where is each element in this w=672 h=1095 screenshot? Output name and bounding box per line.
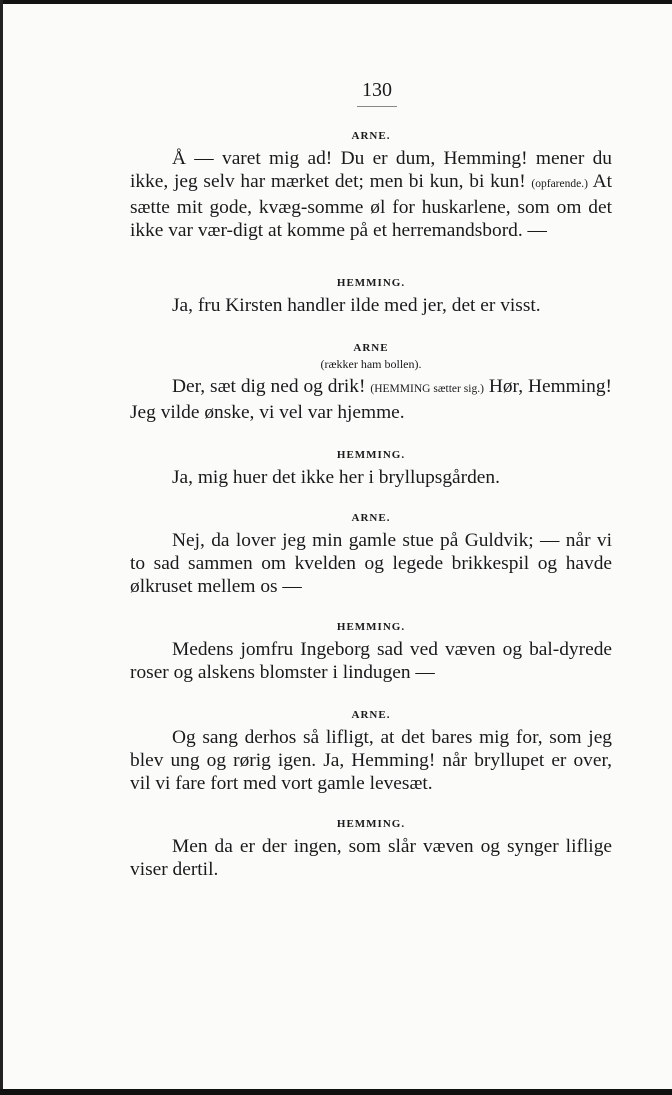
- speech-text: Medens jomfru Ingeborg sad ved væven og bal-dyrede roser og alskens blomster i lindugen —: [130, 639, 612, 683]
- page-number: 130: [362, 79, 392, 101]
- speech-text: Men da er der ingen, som slår væven og synger liflige viser dertil.: [130, 836, 612, 880]
- stage-direction: (HEMMING sætter sig.): [370, 383, 484, 395]
- speech-text: Nej, da lover jeg min gamle stue på Guldvik; — når vi to sad sammen om kvelden og legede brikkespil og havde ølkruset mellem os —: [130, 530, 612, 597]
- speech-text: Ja, mig huer det ikke her i bryllupsgården.: [172, 467, 500, 488]
- speaker-label: HEMMING.: [336, 818, 406, 830]
- speaker-label: ARNE.: [351, 709, 391, 721]
- speaker-label: ARNE.: [351, 512, 391, 524]
- speaker-label: HEMMING.: [336, 621, 406, 633]
- scan-edge-top: [0, 0, 672, 4]
- speaker-label: ARNE.: [351, 130, 391, 142]
- stage-direction: (opfarende.): [531, 178, 588, 190]
- scan-edge-left: [0, 0, 3, 1095]
- speaker-label: HEMMING.: [336, 449, 406, 461]
- scan-edge-bottom: [0, 1089, 672, 1095]
- speech-text: Der, sæt dig ned og drik! (HEMMING sætter sig.) Hør, Hemming! Jeg vilde ønske, vi vel var hjemme.: [130, 376, 612, 423]
- speech-text: Og sang derhos så lifligt, at det bares mig for, som jeg blev ung og rørig igen. Ja, Hemming! når bryllupet er over, vil vi fare fort med vort gamle levesæt.: [130, 727, 612, 794]
- speaker-label: HEMMING.: [336, 277, 406, 289]
- book-page: [130, 78, 612, 881]
- speech-text: Å — varet mig ad! Du er dum, Hemming! mener du ikke, jeg selv har mærket det; men bi kun, bi kun! (opfarende.) At sætte mit gode, kvæg-somme øl for huskarlene, som om det ikke var vær-digt at komme på et herremandsbord. —: [130, 148, 612, 241]
- page-number-rule: [357, 106, 397, 107]
- stage-direction: (rækker ham bollen).: [320, 357, 422, 371]
- speech-text: Ja, fru Kirsten handler ilde med jer, det er visst.: [172, 295, 541, 316]
- speaker-label: ARNE: [353, 342, 389, 354]
